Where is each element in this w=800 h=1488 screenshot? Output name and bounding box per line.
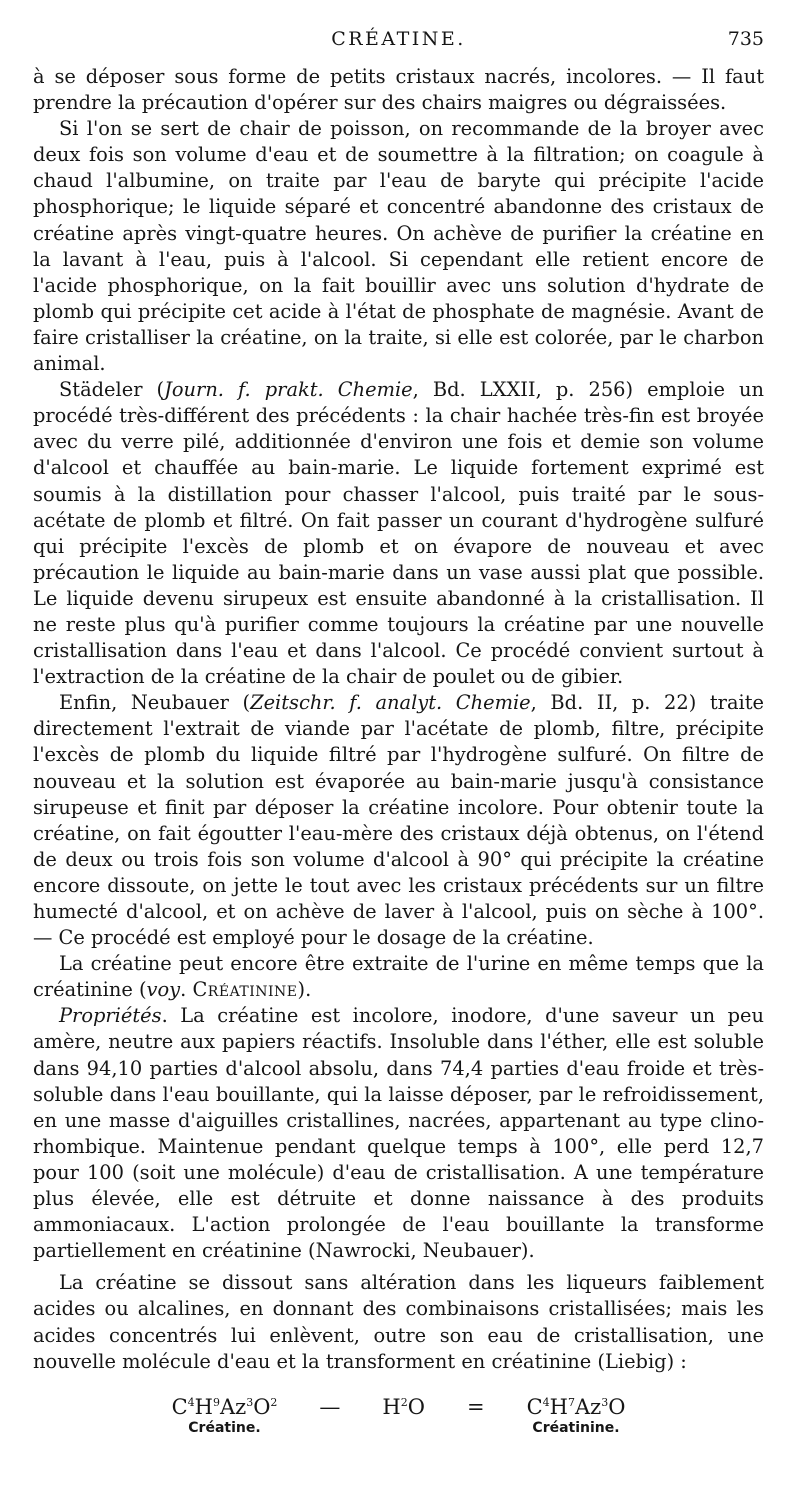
formula-index: 3 (246, 1395, 254, 1409)
small-caps-run: Créatinine (192, 978, 298, 1002)
text-run: , Bd. II, p. 22) traite directement l'extrait de viande par l'acétate de plomb, filtre, précipite l'excès de plomb du liquide filtré par l'hydrogène sulfuré. On filtre de nouveau et la solution est évaporée au bain-marie jusqu'à consistance sirupeuse et finit par déposer la créatine incolore. Pour obtenir toute la créatine, on fait égoutter l'eau-mère des cristaux déjà obtenus, on l'étend de deux ou trois fois son volume d'alcool à 90° qui précipite la créatine encore dissoute, on jette le tout avec les cristaux précédents sur un filtre humecté d'alcool, et on achève de laver à l'alcool, puis on sèche à 100°. — Ce procédé est employé pour le dosage de la créatine. (33, 691, 764, 950)
text-run: La créatine se dissout sans altération dans les liqueurs faiblement acides ou alcalines, en donnant des combinaisons cristallisées; mais les acides concentrés lui enlèvent, outre son eau de cristallisation, une nouvelle molécule d'eau et la transforment en créatinine (Liebig) : (33, 1271, 764, 1373)
formula-element: H (549, 1394, 568, 1419)
reactant-formula (172, 1395, 278, 1419)
equation-product (527, 1395, 626, 1437)
formula-index: 2 (400, 1395, 408, 1409)
formula-element: H (194, 1394, 213, 1419)
text-run: . (180, 978, 193, 1002)
text-run: . La créatine est incolore, inodore, d'une saveur un peu amère, neutre aux papiers réactifs. Insoluble dans l'éther, elle est soluble dans 94,10 parties d'alcool absolu, dans 74,4 parties d'eau froide et très-soluble dans l'eau bouillante, qui la laisse déposer, par le refroidissement, en une masse d'aiguilles cristallines, nacrées, appartenant au type clino-rhombique. Maintenue pendant quelque temps à 100°, elle perd 12,7 pour 100 (soit une molécule) d'eau de cristallisation. A une température plus élevée, elle est détruite et donne naissance à des produits ammoniacaux. L'action prolongée de l'eau bouillante la transforme partiellement en créatinine (Nawrocki, Neubauer). (33, 1004, 764, 1263)
product-formula (527, 1395, 626, 1419)
chemical-equation (33, 1395, 764, 1437)
italic-run: Zeitschr. f. analyt. Chemie (250, 691, 531, 715)
formula-index: 4 (187, 1395, 195, 1409)
formula-element: O (253, 1394, 271, 1419)
text-run: Si l'on se sert de chair de poisson, on recommande de la broyer avec deux fois son volume d'eau et de soumettre à la filtration; on coagule à chaud l'albumine, on traite par l'eau de baryte qui précipite l'acide phosphorique; le liquide séparé et concentré abandonne des cristaux de créatine après vingt-quatre heures. On achève de purifier la créatine en la lavant à l'eau, puis à l'alcool. Si cependant elle retient encore de l'acide phosphorique, on la fait bouillir avec uns solution d'hydrate de plomb qui précipite cet acide à l'état de phosphate de magnésie. Avant de faire cristalliser la créatine, on la traite, si elle est colorée, par le charbon animal. (33, 117, 764, 376)
paragraph-container (33, 64, 764, 1375)
text-run: Enfin, Neubauer ( (59, 691, 251, 715)
italic-run: Journ. f. prakt. Chemie (164, 378, 413, 402)
text-run: , Bd. LXXII, p. 256) emploie un procédé très-différent des précédents : la chair hachée très-fin est broyée avec du verre pilé, additionnée d'environ une fois et demie son volume d'alcool et chauffée au bain-marie. Le liquide fortement exprimé est soumis à la distillation pour chasser l'alcool, puis traité par le sous-acétate de plomb et filtré. On fait passer un courant d'hydrogène sulfuré qui précipite l'excès de plomb et on évapore de nouveau et avec précaution le liquide au bain-marie dans un vase aussi plat que possible. Le liquide devenu sirupeux est ensuite abandonné à la cristallisation. Il ne reste plus qu'à purifier comme toujours la créatine par une nouvelle cristallisation dans l'eau et dans l'alcool. Ce procédé convient surtout à l'extraction de la créatine de la chair de poulet ou de gibier. (33, 378, 765, 689)
paragraph-p4 (33, 690, 764, 951)
formula-element: C (171, 1394, 188, 1419)
reactant-label: Créatine. (188, 1419, 261, 1436)
formula-index: 3 (601, 1395, 609, 1409)
formula-index: 7 (567, 1395, 575, 1409)
italic-run: voy (146, 978, 181, 1002)
paragraph-p6 (33, 1003, 764, 1264)
equals-operator: = (466, 1394, 485, 1419)
text-run: à se déposer sous forme de petits cristaux nacrés, incolores. — Il faut prendre la précaution d'opérer sur des chairs maigres ou dégraissées. (33, 65, 764, 115)
formula-element: C (526, 1394, 543, 1419)
product-label: Créatinine. (532, 1419, 620, 1436)
formula-index: 4 (542, 1395, 550, 1409)
running-title: CRÉATINE. (331, 28, 466, 50)
page-body (33, 64, 764, 1437)
water-formula (382, 1395, 425, 1419)
paragraph-p5 (33, 951, 764, 1003)
formula-index: 9 (212, 1395, 220, 1409)
equation-water (382, 1395, 425, 1419)
equation-reactant (172, 1395, 278, 1437)
running-header (33, 28, 764, 54)
formula-index: 2 (270, 1395, 278, 1409)
paragraph-p1 (33, 64, 764, 116)
paragraph-p2 (33, 116, 764, 377)
formula-element: Az (219, 1394, 247, 1419)
formula-element: O (407, 1394, 425, 1419)
text-run: ). (297, 978, 312, 1002)
italic-run: Propriétés (59, 1004, 162, 1028)
formula-element: H (382, 1394, 401, 1419)
page-number: 735 (727, 28, 764, 50)
text-run: La créatine peut encore être extraite de l'urine en même temps que la créatinine ( (33, 952, 764, 1002)
formula-element: Az (574, 1394, 602, 1419)
paragraph-p3 (33, 377, 764, 690)
paragraph-p7 (33, 1270, 764, 1374)
minus-operator: — (319, 1394, 341, 1419)
formula-element: O (608, 1394, 626, 1419)
text-run: Städeler ( (59, 378, 165, 402)
